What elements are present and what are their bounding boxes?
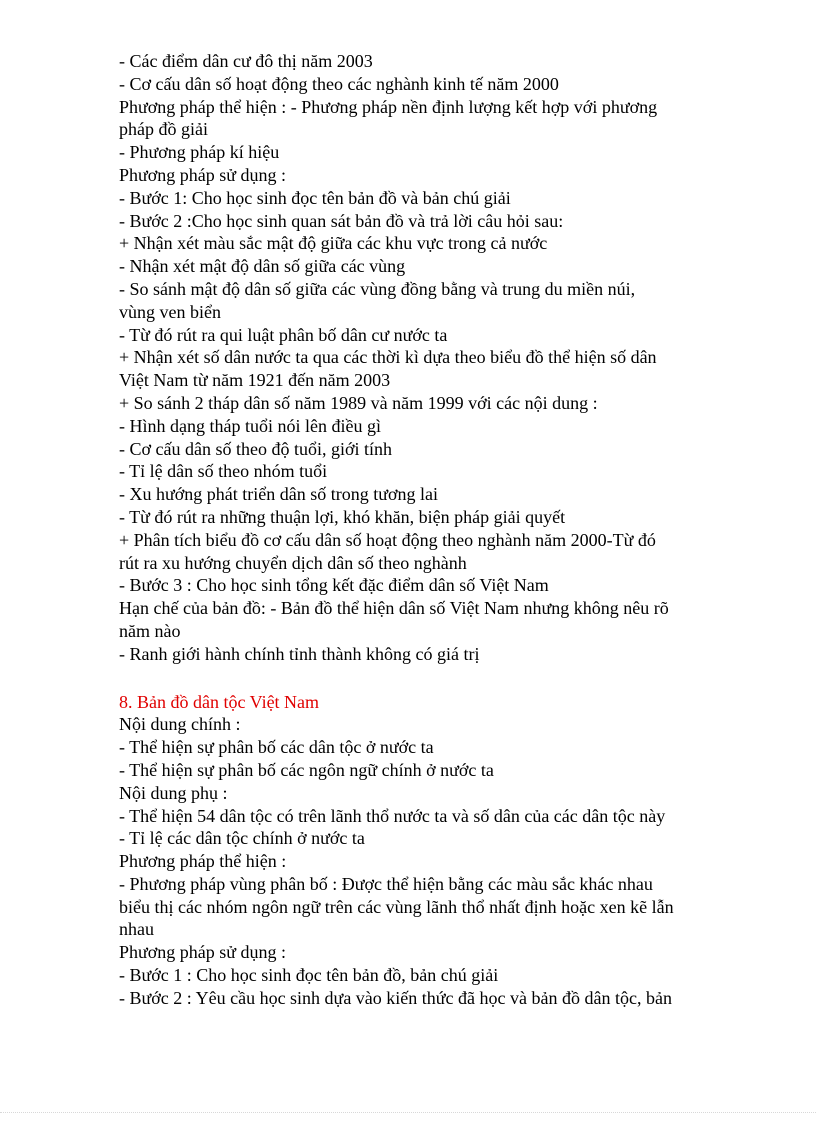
- text-line: - Thể hiện 54 dân tộc có trên lãnh thổ nước ta và số dân của các dân tộc này: [119, 805, 666, 826]
- text-line: năm nào: [119, 620, 181, 641]
- text-line: - Bước 2 : Yêu cầu học sinh dựa vào kiến thức đã học và bản đồ dân tộc, bản: [119, 987, 672, 1008]
- text-line: - Bước 2 :Cho học sinh quan sát bản đồ và trả lời câu hỏi sau:: [119, 210, 564, 231]
- section-part1: [119, 50, 699, 666]
- text-line: pháp đồ giải: [119, 119, 208, 140]
- text-line: biểu thị các nhóm ngôn ngữ trên các vùng lãnh thổ nhất định hoặc xen kẽ lẫn: [119, 896, 674, 917]
- text-line: - So sánh mật độ dân số giữa các vùng đồng bằng và trung du miền núi,: [119, 278, 636, 299]
- text-line: - Từ đó rút ra những thuận lợi, khó khăn, biện pháp giải quyết: [119, 506, 566, 527]
- text-line: vùng ven biển: [119, 301, 221, 322]
- text-line: rút ra xu hướng chuyển dịch dân số theo nghành: [119, 552, 467, 573]
- text-line: + Phân tích biểu đồ cơ cấu dân số hoạt động theo nghành năm 2000-Từ đó: [119, 529, 656, 550]
- text-line: Hạn chế của bản đồ: - Bản đồ thể hiện dân số Việt Nam nhưng không nêu rõ: [119, 598, 669, 619]
- text-line: - Cơ cấu dân số hoạt động theo các nghành kinh tế năm 2000: [119, 73, 559, 94]
- text-line: + So sánh 2 tháp dân số năm 1989 và năm 1999 với các nội dung :: [119, 392, 598, 413]
- text-line: - Bước 3 : Cho học sinh tổng kết đặc điểm dân số Việt Nam: [119, 575, 549, 596]
- text-line: - Tỉ lệ dân số theo nhóm tuổi: [119, 461, 328, 482]
- text-line: Nội dung phụ :: [119, 782, 228, 803]
- text-line: Phương pháp thể hiện : - Phương pháp nền định lượng kết hợp với phương: [119, 96, 658, 117]
- text-line: - Cơ cấu dân số theo độ tuổi, giới tính: [119, 438, 393, 459]
- text-line: - Xu hướng phát triển dân số trong tương lai: [119, 484, 438, 505]
- text-line: nhau: [119, 919, 154, 940]
- text-line: - Từ đó rút ra qui luật phân bố dân cư nước ta: [119, 324, 448, 345]
- section-spacer: [119, 666, 699, 691]
- section-8: [119, 691, 699, 1010]
- text-line: - Bước 1: Cho học sinh đọc tên bản đồ và bản chú giải: [119, 187, 511, 208]
- text-line: + Nhận xét số dân nước ta qua các thời kì dựa theo biểu đồ thể hiện số dân: [119, 347, 657, 368]
- text-line: - Phương pháp kí hiệu: [119, 142, 280, 163]
- page-bottom-divider: [0, 1112, 816, 1113]
- text-line: - Bước 1 : Cho học sinh đọc tên bản đồ, bản chú giải: [119, 965, 499, 986]
- text-line: Phương pháp thể hiện :: [119, 851, 287, 872]
- text-line: - Ranh giới hành chính tỉnh thành không có giá trị: [119, 643, 480, 664]
- text-line: + Nhận xét màu sắc mật độ giữa các khu vực trong cả nước: [119, 233, 548, 254]
- text-line: Phương pháp sử dụng :: [119, 942, 287, 963]
- section-heading: 8. Bản đồ dân tộc Việt Nam: [119, 691, 320, 712]
- text-line: Việt Nam từ năm 1921 đến năm 2003: [119, 370, 391, 391]
- text-line: - Thể hiện sự phân bố các ngôn ngữ chính ở nước ta: [119, 759, 494, 780]
- text-line: - Phương pháp vùng phân bố : Được thể hiện bằng các màu sắc khác nhau: [119, 873, 653, 894]
- text-line: Nội dung chính :: [119, 714, 241, 735]
- text-line: - Tỉ lệ các dân tộc chính ở nước ta: [119, 828, 365, 849]
- text-line: Phương pháp sử dụng :: [119, 164, 287, 185]
- text-line: - Các điểm dân cư đô thị năm 2003: [119, 51, 373, 71]
- text-line: - Nhận xét mật độ dân số giữa các vùng: [119, 256, 406, 277]
- document-page: [119, 50, 699, 1010]
- text-line: - Thể hiện sự phân bố các dân tộc ở nước ta: [119, 737, 434, 758]
- text-line: - Hình dạng tháp tuổi nói lên điều gì: [119, 415, 381, 436]
